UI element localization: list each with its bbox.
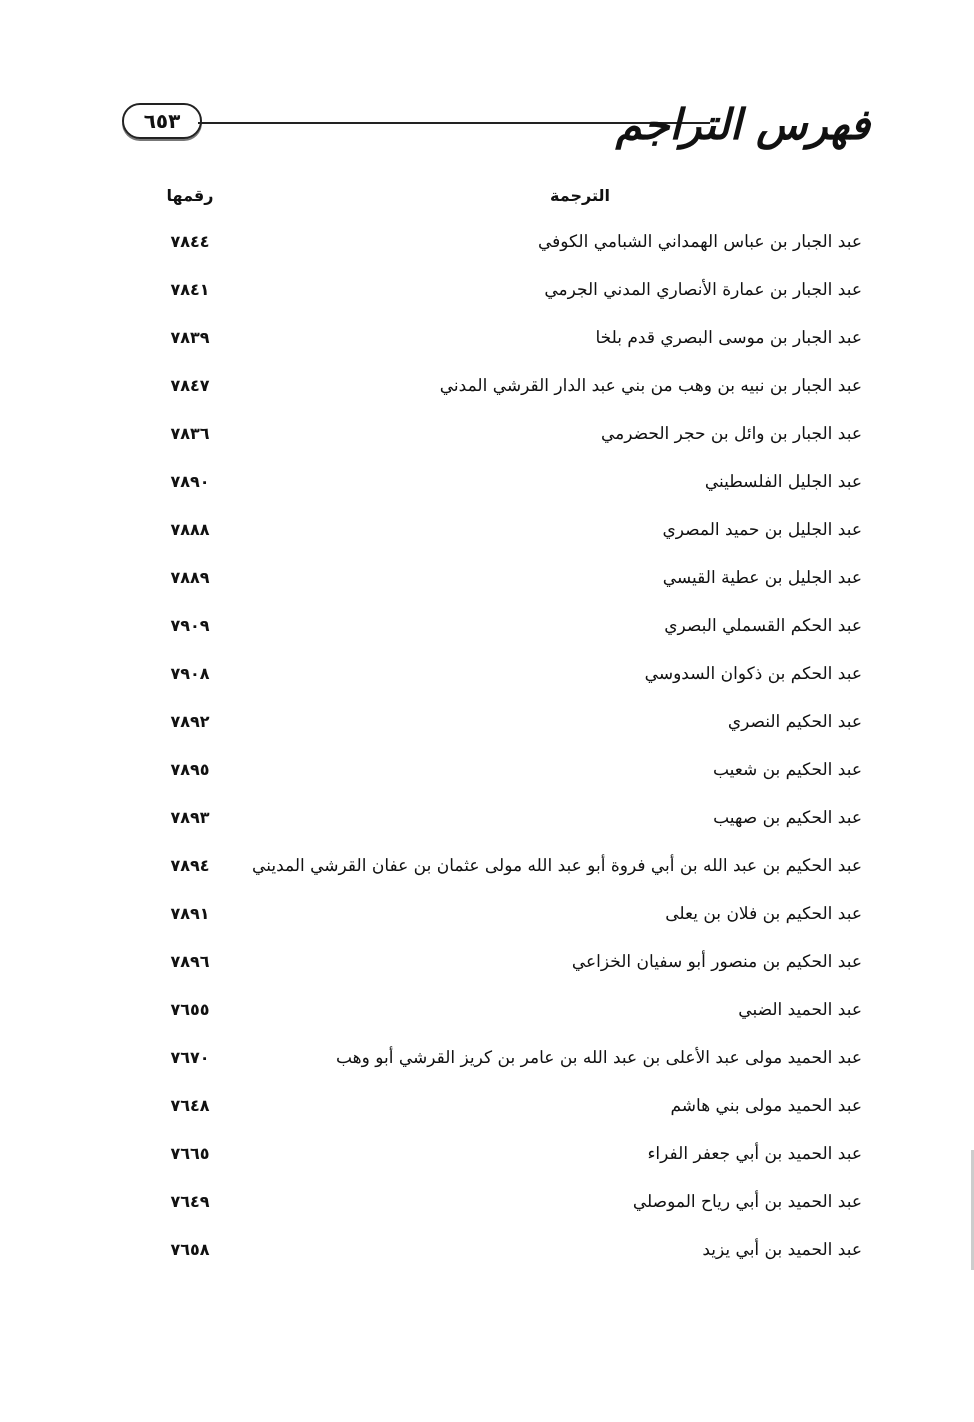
table-row [0,894,974,942]
table-row [0,414,974,462]
entry-number: ٧٨٩٦ [170,952,210,971]
entry-number: ٧٨٤٧ [170,376,210,395]
entry-name: عبد الجبار بن عباس الهمداني الشبامي الكوفي [537,232,862,252]
entry-number: ٧٦٤٩ [170,1192,210,1211]
page-title: فهرس التراجم [615,100,870,149]
entry-number: ٧٦٧٠ [170,1048,210,1067]
entry-number: ٧٩٠٩ [170,616,210,635]
entry-name: عبد الجليل بن حميد المصري [662,520,862,540]
entry-number: ٧٨٣٩ [170,328,210,347]
entry-name: عبد الحميد بن أبي جعفر الفراء [647,1144,862,1164]
entry-name: عبد الجبار بن عمارة الأنصاري المدني الجرمي [544,280,862,300]
table-row [0,1134,974,1182]
entry-name: عبد الجبار بن وائل بن حجر الحضرمي [600,424,862,444]
table-row [0,510,974,558]
entry-number: ٧٨٩٠ [170,472,210,491]
entry-number: ٧٨٤٤ [170,232,210,251]
entry-number: ٧٦٤٨ [170,1096,210,1115]
table-row [0,702,974,750]
table-row [0,366,974,414]
table-row [0,942,974,990]
table-row [0,846,974,894]
index-table [0,222,974,1278]
entry-number: ٧٨٨٨ [170,520,210,539]
table-row [0,606,974,654]
entry-number: ٧٨٣٦ [170,424,210,443]
table-row [0,1230,974,1278]
column-header-name: الترجمة [550,186,610,205]
entry-name: عبد الجليل بن عطية القيسي [662,568,862,588]
table-row [0,654,974,702]
entry-number: ٧٦٦٥ [170,1144,210,1163]
entry-name: عبد الحكيم بن صهيب [713,808,862,828]
entry-number: ٧٦٥٨ [170,1240,210,1259]
entry-name: عبد الحميد الضبي [738,1000,862,1020]
entry-number: ٧٨٩٣ [170,808,210,827]
entry-name: عبد الحكيم بن فلان بن يعلى [665,904,862,924]
entry-name: عبد الحميد بن أبي رياح الموصلي [632,1192,862,1212]
table-row [0,1086,974,1134]
page-header [110,95,870,175]
entry-name: عبد الجليل الفلسطيني [704,472,862,492]
entry-name: عبد الحميد مولى بني هاشم [670,1096,862,1116]
table-row [0,990,974,1038]
entry-name: عبد الحكم القسملي البصري [664,616,862,636]
column-header-number: رقمها [166,186,214,205]
entry-name: عبد الجبار بن نبيه بن وهب من بني عبد الدار القرشي المدني [439,376,862,396]
entry-name: عبد الحكيم بن شعيب [712,760,862,780]
table-row [0,1182,974,1230]
entry-name: عبد الحكم بن ذكوان السدوسي [644,664,862,684]
entry-number: ٧٨٩٤ [170,856,210,875]
table-row [0,558,974,606]
page-number-badge: ٦٥٣ [122,103,202,139]
table-row [0,1038,974,1086]
entry-name: عبد الجبار بن موسى البصري قدم بلخا [595,328,862,348]
entry-name: عبد الحميد مولى عبد الأعلى بن عبد الله بن عامر بن كريز القرشي أبو وهب [335,1048,862,1068]
entry-name: عبد الحميد بن أبي يزيد [702,1240,862,1260]
entry-number: ٧٨٩٥ [170,760,210,779]
entry-number: ٧٦٥٥ [170,1000,210,1019]
table-row [0,750,974,798]
entry-name: عبد الحكيم النصري [727,712,862,732]
table-row [0,318,974,366]
entry-number: ٧٨٩٢ [170,712,210,731]
entry-number: ٧٨٩١ [170,904,210,923]
entry-number: ٧٨٨٩ [170,568,210,587]
entry-number: ٧٨٤١ [170,280,210,299]
column-headers [0,182,974,212]
table-row [0,798,974,846]
entry-name: عبد الحكيم بن منصور أبو سفيان الخزاعي [571,952,862,972]
entry-number: ٧٩٠٨ [170,664,210,683]
table-row [0,270,974,318]
table-row [0,462,974,510]
table-row [0,222,974,270]
entry-name: عبد الحكيم بن عبد الله بن أبي فروة أبو عبد الله مولى عثمان بن عفان القرشي المديني [252,856,862,876]
